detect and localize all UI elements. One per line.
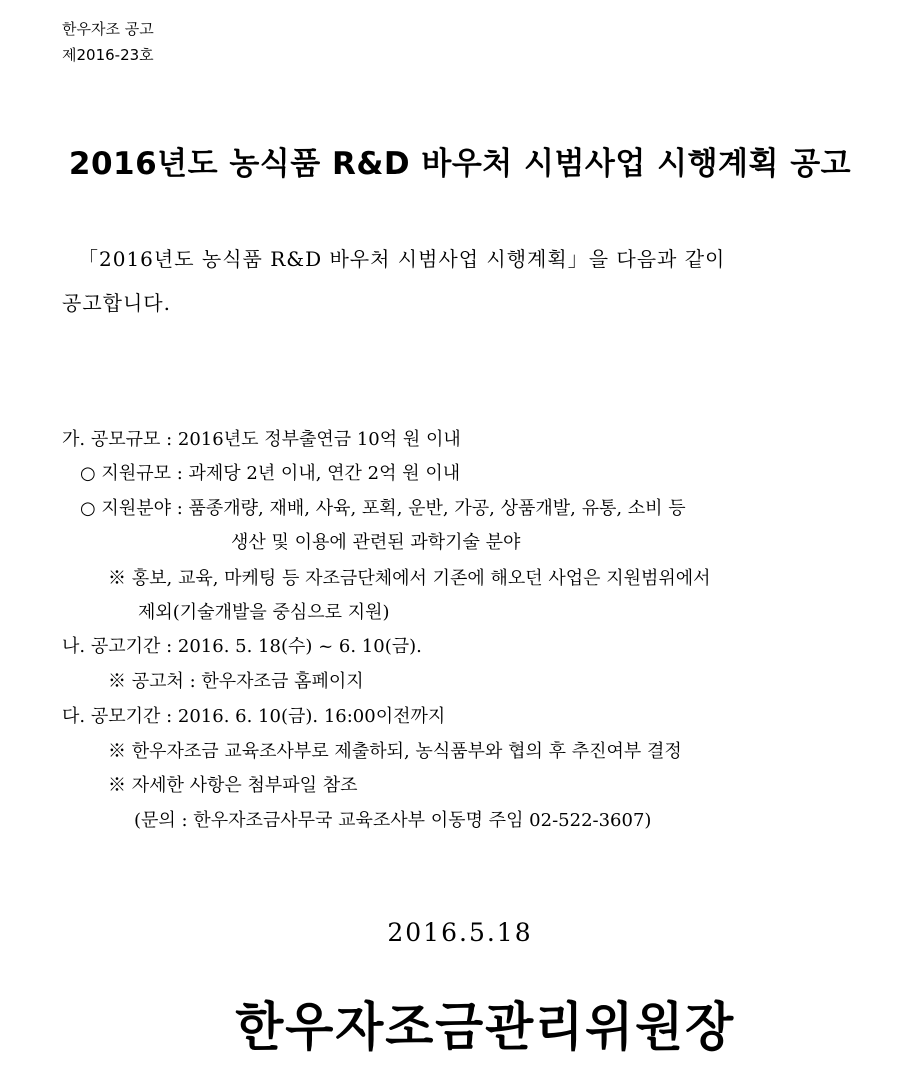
announcement-number: 제2016-23호 [62, 46, 154, 64]
section-na-main: 나. 공고기간 : 2016. 5. 18(수) ~ 6. 10(금). [62, 636, 422, 657]
support-field-continuation: 생산 및 이용에 관련된 과학기술 분야 [231, 532, 521, 553]
support-scale-item: ○ 지원규모 : 과제당 2년 이내, 연간 2억 원 이내 [80, 463, 461, 484]
intro-line-2: 공고합니다. [62, 291, 171, 315]
contact-info: (문의 : 한우자조금사무국 교육조사부 이동명 주임 02-522-3607) [134, 810, 652, 831]
announcement-date: 2016.5.18 [387, 918, 533, 947]
announcement-org-line: 한우자조 공고 [62, 20, 154, 38]
section-ga-main: 가. 공모규모 : 2016년도 정부출연금 10억 원 이내 [62, 429, 461, 450]
section-na-note: ※ 공고처 : 한우자조금 홈페이지 [108, 671, 364, 692]
intro-line-1: 「2016년도 농식품 R&D 바우처 시범사업 시행계획」을 다음과 같이 [78, 247, 726, 271]
section-ga-note: ※ 홍보, 교육, 마케팅 등 자조금단체에서 기존에 해오던 사업은 지원범위에서 [108, 568, 711, 589]
support-field-item: ○ 지원분야 : 품종개량, 재배, 사육, 포획, 운반, 가공, 상품개발, 유통, 소비 등 [80, 498, 686, 519]
section-da-note-1: ※ 한우자조금 교육조사부로 제출하되, 농식품부와 협의 후 추진여부 결정 [108, 741, 682, 762]
section-da-note-2: ※ 자세한 사항은 첨부파일 참조 [108, 775, 358, 796]
document-title: 2016년도 농식품 R&D 바우처 시범사업 시행계획 공고 [68, 146, 852, 182]
section-ga-note-continuation: 제외(기술개발을 중심으로 지원) [138, 602, 390, 623]
section-da-main: 다. 공모기간 : 2016. 6. 10(금). 16:00이전까지 [62, 706, 446, 727]
signer-name: 한우자조금관리위원장 [235, 997, 735, 1058]
